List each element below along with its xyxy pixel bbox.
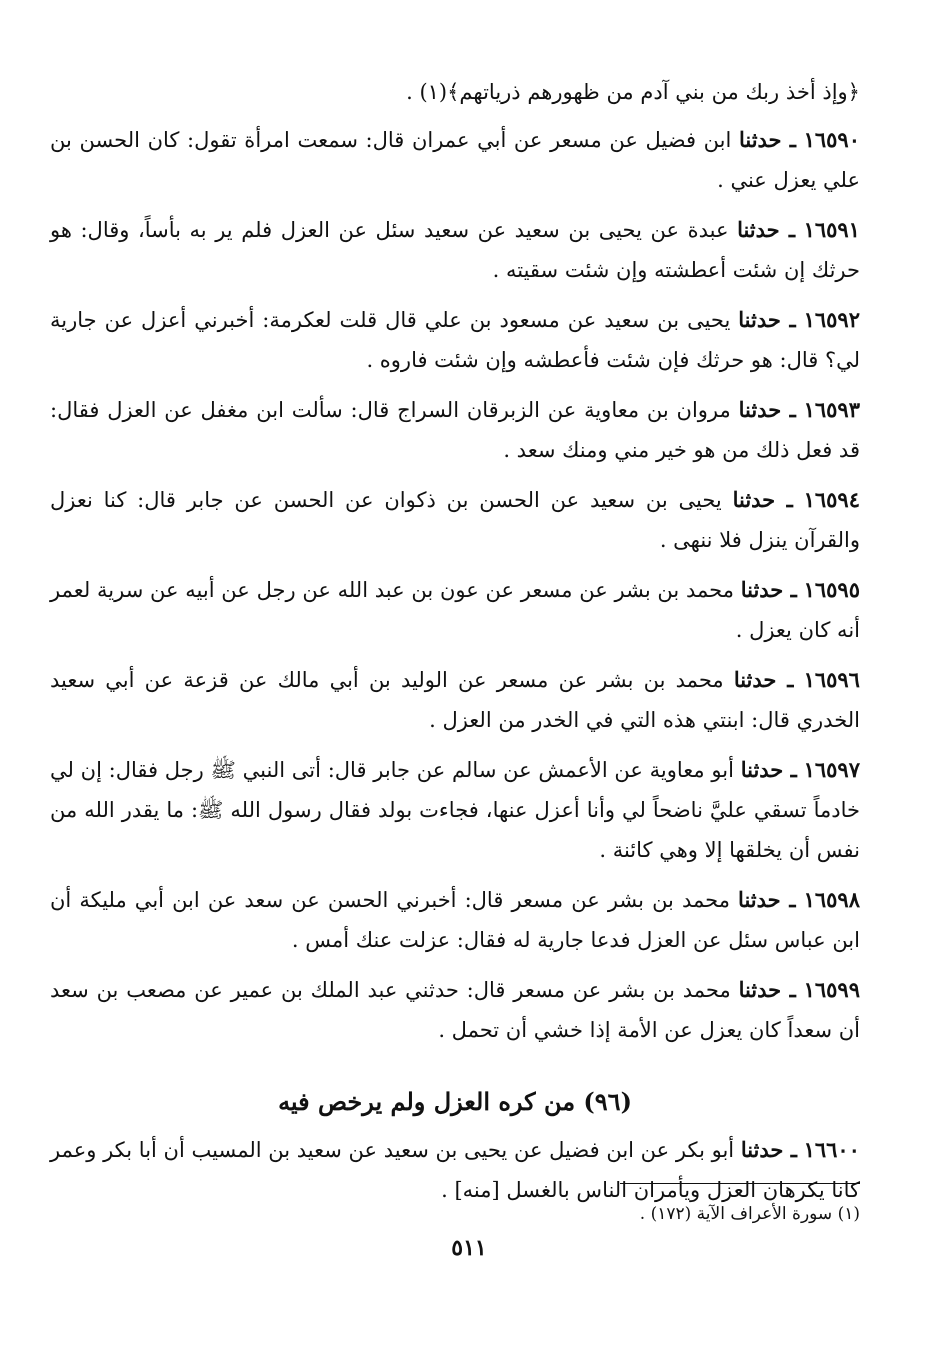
hadith-lead: ـ حدثنا — [738, 307, 796, 332]
hadith-number: ١٦٦٠٠ — [803, 1137, 860, 1162]
hadith-list-after — [50, 1130, 860, 1210]
hadith-item — [50, 300, 860, 380]
hadith-lead: ـ حدثنا — [740, 577, 797, 602]
hadith-lead: ـ حدثنا — [738, 397, 796, 422]
hadith-lead: ـ حدثنا — [740, 757, 797, 782]
hadith-list — [50, 120, 860, 1050]
hadith-number: ١٦٥٩١ — [803, 217, 860, 242]
hadith-number: ١٦٥٩٦ — [803, 667, 860, 692]
hadith-item — [50, 750, 860, 870]
footnote-divider — [620, 1183, 860, 1184]
hadith-text: مروان بن معاوية عن الزبرقان السراج قال: سألت ابن مغفل عن العزل فقال: قد فعل ذلك من هو خير مني ومنك سعد . — [50, 398, 860, 462]
hadith-item — [50, 970, 860, 1050]
hadith-text: عبدة عن يحيى بن سعيد عن سعيد سئل عن العزل فلم ير به بأساً، وقال: هو حرثك إن شئت أعطشته وإن شئت سقيته . — [50, 218, 860, 282]
hadith-number: ١٦٥٩٤ — [803, 487, 860, 512]
hadith-lead: ـ حدثنا — [732, 487, 793, 512]
hadith-lead: ـ حدثنا — [738, 127, 796, 152]
hadith-text: محمد بن بشر عن مسعر عن الوليد بن أبي مالك عن قزعة عن أبي سعيد الخدري قال: ابنتي هذه التي في الخدر من العزل . — [50, 668, 860, 732]
hadith-item — [50, 120, 860, 200]
hadith-lead: ـ حدثنا — [740, 1137, 797, 1162]
page-body — [50, 72, 860, 1220]
hadith-text: محمد بن بشر عن مسعر قال: حدثني عبد الملك بن عمير عن مصعب بن سعد أن سعداً كان يعزل عن الأمة إذا خشي أن تحمل . — [50, 978, 860, 1042]
hadith-number: ١٦٥٩٢ — [803, 307, 860, 332]
hadith-number: ١٦٥٩٨ — [803, 887, 860, 912]
hadith-item — [50, 880, 860, 960]
hadith-item — [50, 210, 860, 290]
hadith-lead: ـ حدثنا — [738, 887, 796, 912]
hadith-text: محمد بن بشر عن مسعر عن عون بن عبد الله عن رجل عن أبيه عن سرية لعمر أنه كان يعزل . — [50, 578, 860, 642]
hadith-number: ١٦٥٩٠ — [803, 127, 860, 152]
hadith-lead: ـ حدثنا — [737, 217, 795, 242]
hadith-number: ١٦٥٩٣ — [803, 397, 860, 422]
footnote: (١) سورة الأعراف الآية (١٧٢) . — [639, 1204, 860, 1224]
hadith-lead: ـ حدثنا — [733, 667, 794, 692]
hadith-number: ١٦٥٩٩ — [803, 977, 860, 1002]
hadith-text: أبو بكر عن ابن فضيل عن يحيى بن سعيد عن سعيد بن المسيب أن أبا بكر وعمر كانا يكرهان العزل ويأمران الناس بالغسل [منه] . — [50, 1138, 860, 1202]
hadith-item — [50, 480, 860, 560]
hadith-number: ١٦٥٩٧ — [803, 757, 860, 782]
section-heading: (٩٦) من كره العزل ولم يرخص فيه — [278, 1087, 632, 1116]
hadith-text: محمد بن بشر عن مسعر قال: أخبرني الحسن عن سعد عن ابن أبي مليكة أن ابن عباس سئل عن العزل فدعا جارية له فقال: عزلت عنك أمس . — [50, 888, 860, 952]
hadith-number: ١٦٥٩٥ — [803, 577, 860, 602]
page-number: ٥١١ — [451, 1235, 487, 1261]
hadith-text: أبو معاوية عن الأعمش عن سالم عن جابر قال: أتى النبي ﷺ رجل فقال: إن لي خادماً تسقي عليَّ ناضحاً لي وأنا أعزل عنها، فجاءت بولد فقال رسول الله ﷺ: ما يقدر الله من نفس أن يخلقها إلا وهي كائنة . — [50, 758, 860, 862]
hadith-item — [50, 660, 860, 740]
hadith-text: يحيى بن سعيد عن الحسن بن ذكوان عن الحسن عن جابر قال: كنا نعزل والقرآن ينزل فلا ننهى . — [50, 488, 860, 552]
quran-verse-line: ﴿وإذ أخذ ربك من بني آدم من ظهورهم ذرياتهم﴾(١) . — [406, 80, 860, 104]
hadith-lead: ـ حدثنا — [738, 977, 796, 1002]
hadith-item — [50, 390, 860, 470]
hadith-text: يحيى بن سعيد عن مسعود بن علي قال قلت لعكرمة: أخبرني أعزل عن جارية لي؟ قال: هو حرثك فإن شئت فأعطشه وإن شئت فاروه . — [50, 308, 860, 372]
hadith-item — [50, 570, 860, 650]
hadith-item — [50, 1130, 860, 1210]
hadith-text: ابن فضيل عن مسعر عن أبي عمران قال: سمعت امرأة تقول: كان الحسن بن علي يعزل عني . — [50, 128, 860, 192]
